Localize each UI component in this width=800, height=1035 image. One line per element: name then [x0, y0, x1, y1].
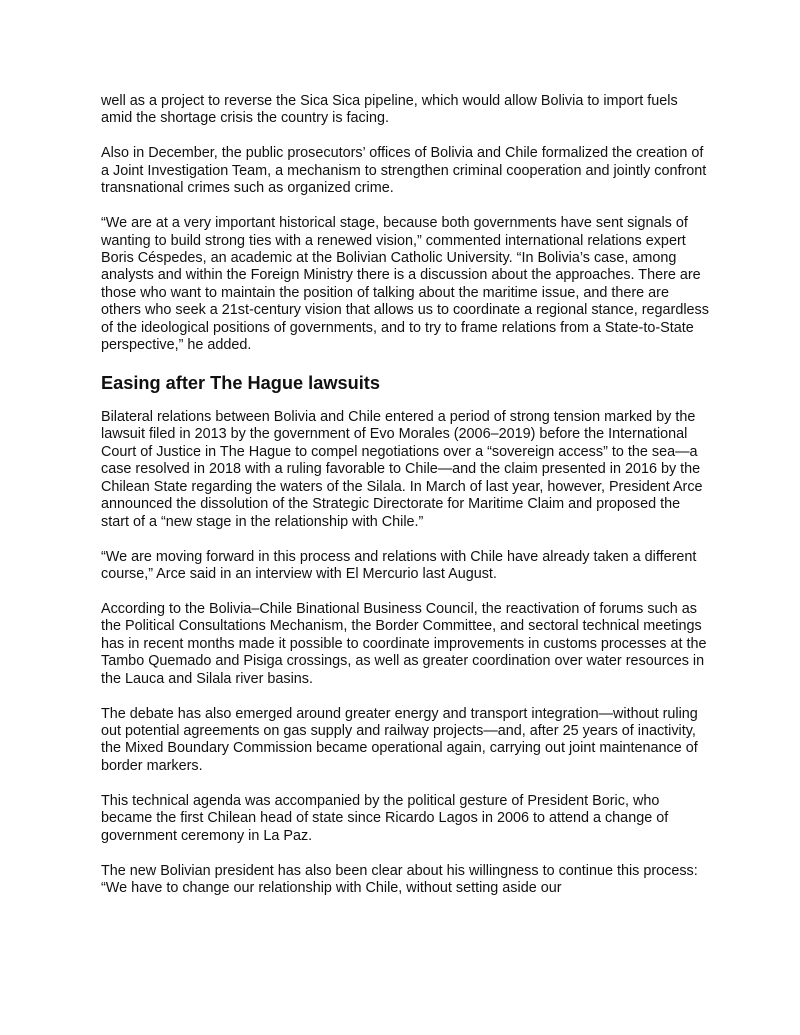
section-heading: Easing after The Hague lawsuits [101, 373, 380, 394]
paragraph-business-council: According to the Bolivia–Chile Binational Business Council, the reactivation of forums such as the Political Consultations Mechanism, the Border Committee, and sectoral technical meetings has in recent months made it possible to coordinate improvements in customs processes at the Tambo Quemado and Pisiga crossings, as well as greater coordination over water resources in the Lauca and Silala river basins. [101, 600, 707, 687]
paragraph-energy-transport: The debate has also emerged around greater energy and transport integration—without ruling out potential agreements on gas supply and railway projects—and, after 25 years of inactivity, the Mixed Boundary Commission became operational again, carrying out joint maintenance of border markers. [101, 705, 698, 774]
document-page [101, 93, 711, 915]
paragraph-arce-quote: “We are moving forward in this process and relations with Chile have already taken a different course,” Arce said in an interview with El Mercurio last August. [101, 548, 697, 582]
paragraph-joint-investigation-team: Also in December, the public prosecutors’ offices of Bolivia and Chile formalized the creation of a Joint Investigation Team, a mechanism to strengthen criminal cooperation and jointly confront transnational crimes such as organized crime. [101, 145, 707, 197]
paragraph-new-president: The new Bolivian president has also been clear about his willingness to continue this process: “We have to change our relationship with Chile, without setting aside our [101, 862, 698, 896]
paragraph-sica-sica-pipeline: well as a project to reverse the Sica Sica pipeline, which would allow Bolivia to import fuels amid the shortage crisis the country is facing. [101, 93, 678, 127]
paragraph-cespedes-quote: “We are at a very important historical stage, because both governments have sent signals of wanting to build strong ties with a renewed vision,” commented international relations expert Boris Céspedes, an academic at the Bolivian Catholic University. “In Bolivia’s case, among analysts and within the Foreign Ministry there is a discussion about the approaches. There are those who want to maintain the position of talking about the maritime issue, and there are others who seek a 21st-century vision that allows us to coordinate a regional stance, regardless of the ideological positions of governments, and to try to frame relations from a State-to-State perspective,” he added. [101, 215, 709, 354]
paragraph-boric-gesture: This technical agenda was accompanied by the political gesture of President Boric, who became the first Chilean head of state since Ricardo Lagos in 2006 to attend a change of government ceremony in La Paz. [101, 792, 669, 844]
paragraph-bilateral-relations: Bilateral relations between Bolivia and Chile entered a period of strong tension marked by the lawsuit filed in 2013 by the government of Evo Morales (2006–2019) before the International Court of Justice in The Hague to compel negotiations over a “sovereign access” to the sea—a case resolved in 2018 with a ruling favorable to Chile—and the claim presented in 2016 by the Chilean State regarding the waters of the Silala. In March of last year, however, President Arce announced the dissolution of the Strategic Directorate for Maritime Claim and proposed the start of a “new stage in the relationship with Chile.” [101, 409, 703, 530]
